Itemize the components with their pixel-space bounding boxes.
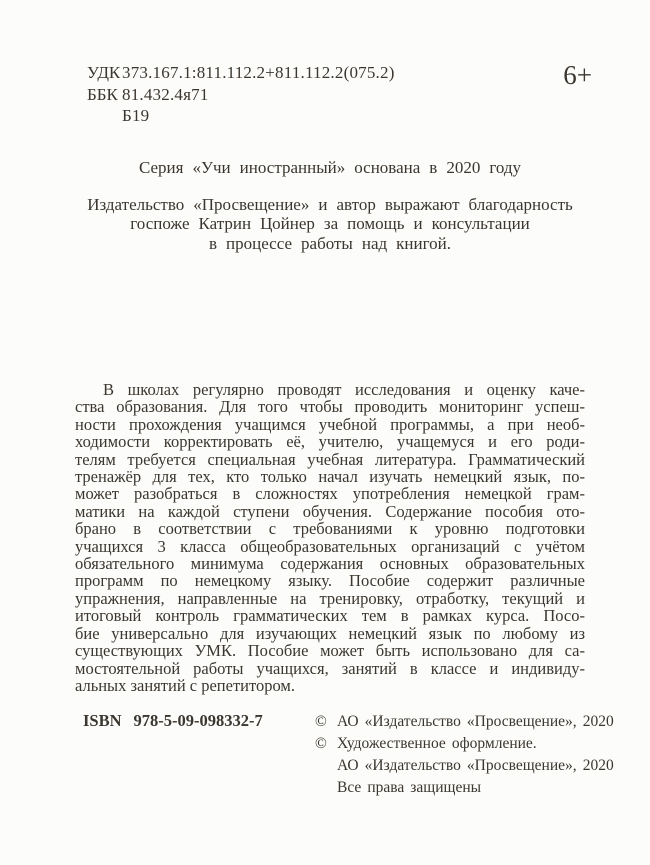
copyright-line bbox=[315, 711, 614, 733]
copyright-text: АО «Издательство «Просвещение», 2020 bbox=[337, 713, 614, 731]
copyright-symbol bbox=[315, 777, 337, 799]
copyright-line bbox=[315, 733, 585, 755]
acknowledgment-line: госпоже Катрин Цойнер за помощь и консультации bbox=[130, 214, 530, 233]
annotation-line: брано в соответствии с требованиями к уровню подготовки bbox=[75, 519, 585, 539]
acknowledgment-line: в процессе работы над книгой. bbox=[208, 233, 452, 253]
annotation-line: упражнения, направленные на тренировку, отработку, текущий и bbox=[75, 588, 585, 608]
annotation-line: обязательного минимума содержания основных образовательных bbox=[75, 554, 585, 574]
udk-value: 373.167.1:811.112.2+811.112.2(075.2) bbox=[122, 63, 395, 82]
annotation-line: может разобраться в сложностях употребления немецкой грам- bbox=[75, 484, 585, 504]
copyright-symbol: © bbox=[315, 713, 327, 731]
isbn bbox=[83, 711, 263, 731]
annotation-line: программ по немецкому языку. Пособие содержит различные bbox=[75, 571, 585, 591]
annotation-line: ности прохождения учащимся учебной программы, а при необ- bbox=[75, 414, 585, 434]
series-note: Серия «Учи иностранный» основана в 2020 году bbox=[138, 157, 522, 177]
copyright-symbol bbox=[315, 755, 337, 777]
age-rating-badge: 6+ bbox=[563, 60, 592, 90]
annotation-paragraph bbox=[75, 381, 585, 694]
author-sign-row bbox=[87, 105, 585, 127]
bibliographic-codes bbox=[87, 62, 585, 127]
annotation-line: телям требуется специальная учебная литература. Грамматический bbox=[75, 449, 585, 469]
annotation-line: В школах регулярно проводят исследования и оценку каче- bbox=[103, 380, 585, 399]
author-sign-spacer bbox=[87, 105, 122, 127]
annotation-line: учащихся 3 класса общеобразовательных организаций с учётом bbox=[75, 536, 585, 556]
annotation-line: ства образования. Для того чтобы проводить мониторинг успеш- bbox=[75, 397, 585, 417]
bbk-label: ББК bbox=[87, 84, 118, 104]
annotation-line: матики на каждой ступени обучения. Содержание пособия ото- bbox=[75, 501, 585, 521]
copyright-line bbox=[315, 777, 585, 799]
bbk-value: 81.432.4я71 bbox=[122, 84, 209, 104]
annotation-line: существующих УМК. Пособие может быть использовано для са- bbox=[75, 641, 585, 661]
annotation-line: бие универсально для изучающих немецкий язык по любому из bbox=[75, 623, 585, 643]
annotation-line: тренажёр для тех, кто только начал изучать немецкий язык, по- bbox=[75, 467, 585, 487]
copyright-text: Художественное оформление. bbox=[337, 735, 537, 753]
isbn-value: 978-5-09-098332-7 bbox=[133, 711, 263, 731]
author-sign: Б19 bbox=[122, 106, 150, 125]
copyright-block bbox=[315, 711, 614, 799]
acknowledgment bbox=[75, 195, 585, 254]
annotation-line: ходимости корректировать её, учителю, учащемуся и его роди- bbox=[75, 432, 585, 452]
acknowledgment-line: Издательство «Просвещение» и автор выражают благодарность bbox=[87, 194, 573, 214]
copyright-symbol: © bbox=[315, 735, 327, 753]
udk-label: УДК bbox=[87, 63, 121, 82]
annotation-line: альных занятий с репетитором. bbox=[75, 675, 295, 695]
copyright-text: АО «Издательство «Просвещение», 2020 bbox=[337, 757, 614, 775]
annotation-line: итоговый контроль грамматических тем в рамках курса. Посо- bbox=[75, 606, 585, 626]
bbk-row bbox=[87, 84, 585, 106]
udk-row bbox=[87, 62, 585, 84]
imprint-footer bbox=[75, 711, 614, 799]
isbn-label: ISBN bbox=[83, 711, 122, 731]
annotation-line: мостоятельной работы учащихся, занятий в классе и индивиду- bbox=[75, 658, 585, 678]
copyright-line bbox=[315, 755, 614, 777]
copyright-text: Все права защищены bbox=[337, 779, 482, 797]
